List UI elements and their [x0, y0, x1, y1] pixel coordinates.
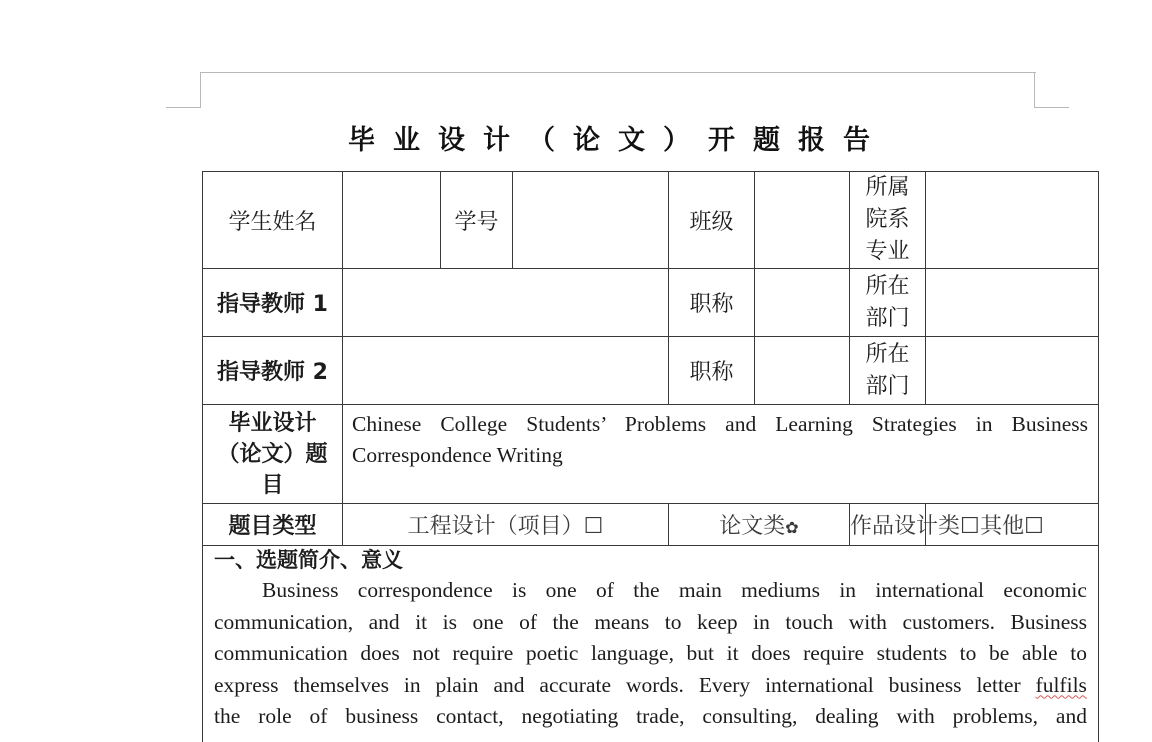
word: to — [1070, 641, 1087, 665]
word: with — [896, 704, 935, 728]
word: plain — [435, 672, 479, 697]
department-major-field[interactable] — [926, 172, 1099, 269]
paragraph-line — [214, 638, 1087, 670]
word: one — [472, 609, 504, 634]
margin-mark-right — [1034, 107, 1069, 108]
topic-type-option-other[interactable]: 其他☐ — [926, 504, 1099, 546]
checked-flower-mark-icon[interactable]: ✿ — [785, 518, 799, 537]
word: require — [452, 641, 514, 665]
topic-type-option-thesis[interactable]: 论文类✿ — [669, 504, 850, 546]
word: but — [686, 641, 715, 665]
word: communication — [214, 641, 348, 665]
word: business — [888, 672, 962, 697]
word: to — [959, 641, 977, 665]
advisor-2-field[interactable] — [343, 337, 669, 405]
word: language, — [590, 641, 674, 665]
word: correspondence — [357, 578, 493, 602]
department-major-label — [850, 172, 926, 269]
word: and — [368, 609, 400, 634]
thesis-title-label — [203, 405, 343, 504]
word: problems, — [952, 704, 1039, 728]
form-row-thesis-title — [203, 405, 1099, 504]
word: in — [403, 672, 421, 697]
word: economic — [1003, 578, 1087, 602]
word: contact, — [436, 704, 504, 728]
student-name-field[interactable] — [343, 172, 441, 269]
advisor-1-title-label: 职称 — [669, 269, 755, 337]
word: it — [726, 641, 739, 665]
word: be — [988, 641, 1010, 665]
word: in — [753, 609, 770, 634]
checkbox-icon[interactable]: ☐ — [1024, 514, 1044, 539]
section-topic-introduction[interactable] — [202, 542, 1099, 742]
word: accurate — [539, 672, 612, 697]
word: Business — [1010, 609, 1087, 634]
margin-mark-top-left — [200, 72, 201, 108]
advisor-1-title-field[interactable] — [755, 269, 850, 337]
word: to — [664, 609, 682, 634]
word: communication, — [214, 609, 354, 634]
checkbox-icon[interactable]: ☐ — [583, 514, 604, 539]
word: keep — [697, 609, 738, 634]
word: require — [803, 641, 865, 665]
word: of — [309, 704, 328, 728]
word: customers. — [902, 609, 995, 634]
advisor-1-dept-label — [850, 269, 926, 337]
student-name-label: 学生姓名 — [203, 172, 343, 269]
topic-type-option-engineering[interactable]: 工程设计（项目）☐ — [343, 504, 669, 546]
advisor-1-dept-field[interactable] — [926, 269, 1099, 337]
student-id-label: 学号 — [441, 172, 513, 269]
word: themselves — [293, 672, 389, 697]
advisor-1-dept-label-text: 所在 部门 — [865, 273, 910, 331]
section-body-text[interactable] — [214, 575, 1087, 733]
advisor-2-label: 指导教师 2 — [203, 337, 343, 405]
word: the — [633, 578, 660, 602]
word: not — [412, 641, 440, 665]
word: of — [519, 609, 538, 634]
margin-mark-left — [166, 107, 201, 108]
advisor-2-dept-label-text: 所在 部门 — [865, 341, 910, 399]
word: the — [214, 704, 241, 728]
word: touch — [785, 609, 834, 634]
word: international — [875, 578, 985, 602]
topic-type-label: 题目类型 — [203, 504, 343, 546]
word: with — [848, 609, 887, 634]
word: trade, — [636, 704, 685, 728]
thesis-title-line-2: Correspondence Writing — [352, 443, 563, 467]
word: Business — [262, 578, 339, 602]
word: of — [596, 578, 614, 602]
thesis-title-field[interactable] — [343, 405, 1099, 504]
form-row-topic-type — [203, 504, 1099, 546]
thesis-title-label-text: 毕业设计 （论文）题 目 — [217, 410, 328, 498]
word: negotiating — [521, 704, 619, 728]
margin-mark-top-right — [1034, 72, 1035, 108]
word: is — [512, 578, 527, 602]
paragraph-line — [214, 575, 1087, 607]
word: poetic — [525, 641, 579, 665]
misspelled-word: fulfils — [1035, 672, 1087, 697]
advisor-1-field[interactable] — [343, 269, 669, 337]
word: letter — [976, 672, 1021, 697]
word: dealing — [815, 704, 879, 728]
word: international — [765, 672, 874, 697]
advisor-2-dept-label — [850, 337, 926, 405]
advisor-2-title-label: 职称 — [669, 337, 755, 405]
word: consulting, — [702, 704, 798, 728]
thesis-title-line-1: Chinese College Students’ Problems and Learning Strategies in Business — [352, 412, 1088, 436]
proposal-form-table — [202, 171, 1099, 546]
word: Every — [698, 672, 751, 697]
advisor-2-dept-field[interactable] — [926, 337, 1099, 405]
document-title: 毕业设计（论文）开题报告 — [348, 125, 888, 156]
topic-type-option-design-work[interactable]: 作品设计类☐ — [850, 504, 926, 546]
word: it — [415, 609, 428, 634]
checkbox-icon[interactable]: ☐ — [960, 514, 980, 539]
word: in — [839, 578, 857, 602]
class-label: 班级 — [669, 172, 755, 269]
paragraph-line — [214, 607, 1087, 639]
section-heading: 一、选题简介、意义 — [214, 548, 403, 572]
paragraph-line — [214, 670, 1087, 702]
word: and — [493, 672, 525, 697]
word: is — [442, 609, 458, 634]
advisor-1-label: 指导教师 1 — [203, 269, 343, 337]
form-row-advisor-2 — [203, 337, 1099, 405]
advisor-2-title-field[interactable] — [755, 337, 850, 405]
word: the — [552, 609, 579, 634]
department-major-label-text: 所属 院系 专业 — [865, 175, 910, 264]
student-id-field[interactable] — [513, 172, 669, 269]
word: business — [345, 704, 419, 728]
word: one — [545, 578, 577, 602]
form-row-student — [203, 172, 1099, 269]
word: means — [594, 609, 650, 634]
paragraph-line — [214, 701, 1087, 733]
word: able — [1021, 641, 1058, 665]
margin-mark-top — [200, 72, 1036, 73]
word: express — [214, 672, 279, 697]
word: does — [360, 641, 400, 665]
word: mediums — [741, 578, 820, 602]
word: students — [876, 641, 948, 665]
word: role — [258, 704, 292, 728]
class-field[interactable] — [755, 172, 850, 269]
word: main — [678, 578, 722, 602]
word: words. — [625, 672, 684, 697]
word: and — [1055, 704, 1087, 728]
word: does — [751, 641, 791, 665]
form-row-advisor-1 — [203, 269, 1099, 337]
